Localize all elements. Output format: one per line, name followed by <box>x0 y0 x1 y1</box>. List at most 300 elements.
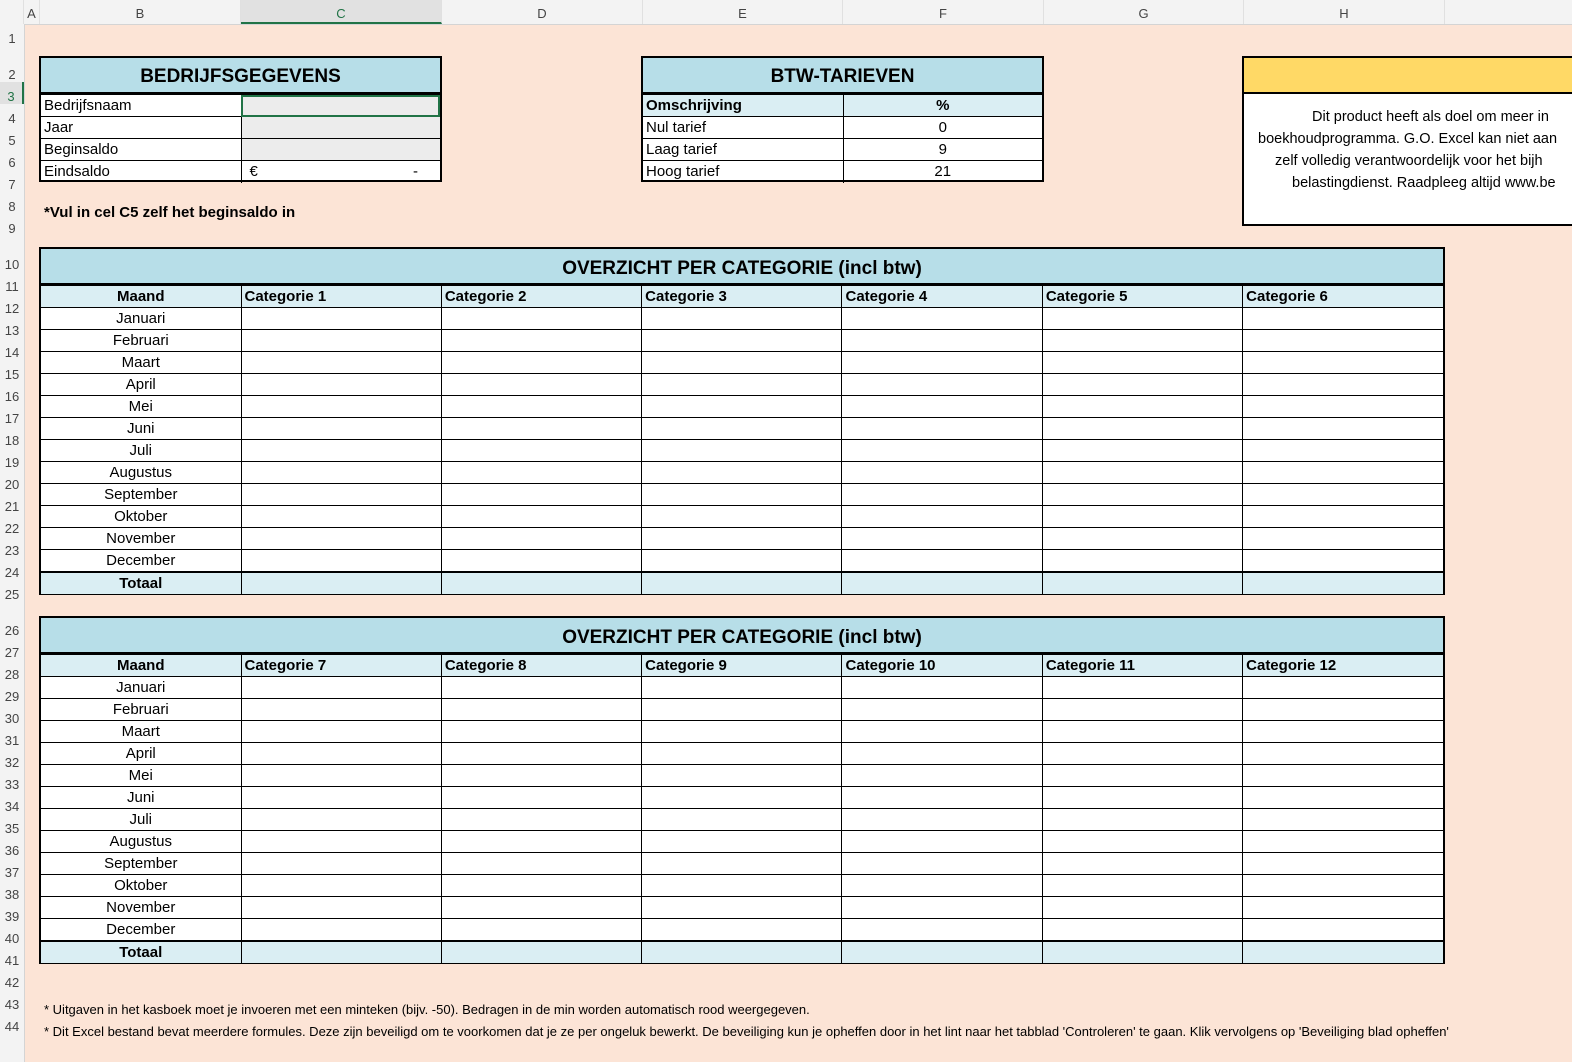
amount-cell[interactable] <box>642 721 842 743</box>
row-header[interactable]: 39 <box>4 909 20 924</box>
amount-cell[interactable] <box>1243 743 1443 765</box>
amount-cell[interactable] <box>1243 506 1443 528</box>
amount-cell[interactable] <box>441 418 641 440</box>
amount-cell[interactable] <box>1243 484 1443 506</box>
month-label: September <box>41 853 241 875</box>
month-column-header: Maand <box>41 286 241 308</box>
month-row <box>41 440 1443 462</box>
row-header[interactable]: 30 <box>4 711 20 726</box>
amount-cell[interactable] <box>642 396 842 418</box>
amount-cell[interactable] <box>842 418 1042 440</box>
month-label: Mei <box>41 765 241 787</box>
amount-cell[interactable] <box>642 897 842 919</box>
column-header-bar <box>0 0 1572 25</box>
month-label: Februari <box>41 699 241 721</box>
amount-cell[interactable] <box>441 699 641 721</box>
row-header[interactable]: 13 <box>4 323 20 338</box>
amount-cell[interactable] <box>842 809 1042 831</box>
column-header-overflow[interactable] <box>1445 0 1572 24</box>
amount-cell[interactable] <box>842 831 1042 853</box>
total-cell[interactable] <box>241 572 441 594</box>
month-row <box>41 919 1443 941</box>
amount-cell[interactable] <box>842 308 1042 330</box>
amount-cell[interactable] <box>842 330 1042 352</box>
row-header[interactable]: 44 <box>4 1019 20 1034</box>
column-header-h[interactable]: H <box>1244 0 1445 24</box>
amount-cell[interactable] <box>1243 550 1443 572</box>
amount-cell[interactable] <box>842 721 1042 743</box>
amount-cell[interactable] <box>1243 721 1443 743</box>
note-protection: * Dit Excel bestand bevat meerdere formules. Deze zijn beveiligd om te voorkomen dat je ze per ongeluk bewerkt. De beveiliging kun je opheffen door in het lint naar het tabblad 'Controleren' te gaan. Klik vervolgens op 'Beveiliging blad opheffen' <box>44 1024 1449 1039</box>
note-negative-amounts: * Uitgaven in het kasboek moet je invoeren met een minteken (bijv. -50). Bedragen in de min worden automatisch rood weergegeven. <box>44 1002 810 1017</box>
company-name-input[interactable] <box>241 95 440 117</box>
month-label: November <box>41 897 241 919</box>
amount-cell[interactable] <box>441 528 641 550</box>
amount-cell[interactable] <box>1243 875 1443 897</box>
amount-cell[interactable] <box>1042 743 1242 765</box>
amount-cell[interactable] <box>1243 352 1443 374</box>
row-header-bar <box>0 24 25 1062</box>
amount-cell[interactable] <box>642 330 842 352</box>
row-header[interactable]: 22 <box>4 521 20 536</box>
row-header[interactable]: 38 <box>4 887 20 902</box>
amount-cell[interactable] <box>241 721 441 743</box>
amount-cell[interactable] <box>1042 677 1242 699</box>
amount-cell[interactable] <box>842 462 1042 484</box>
amount-cell[interactable] <box>1042 699 1242 721</box>
month-row <box>41 743 1443 765</box>
amount-cell[interactable] <box>241 374 441 396</box>
amount-cell[interactable] <box>842 484 1042 506</box>
row-header[interactable]: 6 <box>8 155 16 170</box>
amount-cell[interactable] <box>642 528 842 550</box>
amount-cell[interactable] <box>1042 374 1242 396</box>
end-balance-cell[interactable] <box>241 161 440 183</box>
month-label: Juli <box>41 809 241 831</box>
month-row <box>41 699 1443 721</box>
row-header[interactable]: 21 <box>4 499 20 514</box>
amount-cell[interactable] <box>241 506 441 528</box>
row-header[interactable]: 42 <box>4 975 20 990</box>
amount-cell[interactable] <box>1243 462 1443 484</box>
total-cell[interactable] <box>642 941 842 963</box>
month-label: Augustus <box>41 462 241 484</box>
amount-cell[interactable] <box>441 787 641 809</box>
total-cell[interactable] <box>842 941 1042 963</box>
amount-cell[interactable] <box>642 506 842 528</box>
row-header[interactable]: 40 <box>4 931 20 946</box>
column-header-e[interactable]: E <box>643 0 843 24</box>
amount-cell[interactable] <box>642 352 842 374</box>
month-row <box>41 831 1443 853</box>
amount-cell[interactable] <box>441 550 641 572</box>
vat-rates-block <box>641 56 1044 182</box>
row-header[interactable]: 32 <box>4 755 20 770</box>
amount-cell[interactable] <box>842 677 1042 699</box>
amount-cell[interactable] <box>441 330 641 352</box>
month-row <box>41 418 1443 440</box>
amount-cell[interactable] <box>241 418 441 440</box>
amount-cell[interactable] <box>441 765 641 787</box>
vat-pct-header: % <box>843 95 1042 117</box>
overview-1-table <box>41 285 1443 594</box>
category-column-header: Categorie 5 <box>1042 286 1242 308</box>
month-row <box>41 897 1443 919</box>
column-header-f[interactable]: F <box>843 0 1044 24</box>
month-label: December <box>41 919 241 941</box>
amount-cell[interactable] <box>441 919 641 941</box>
amount-cell[interactable] <box>241 528 441 550</box>
disclaimer-line: Dit product heeft als doel om meer in <box>1312 109 1549 125</box>
amount-cell[interactable] <box>1042 853 1242 875</box>
month-row <box>41 875 1443 897</box>
total-cell[interactable] <box>1243 572 1443 594</box>
amount-cell[interactable] <box>642 831 842 853</box>
column-header-a[interactable]: A <box>24 0 40 24</box>
amount-cell[interactable] <box>642 853 842 875</box>
end-balance-value: - <box>413 163 418 180</box>
amount-cell[interactable] <box>1042 484 1242 506</box>
disclaimer-header <box>1244 58 1572 94</box>
amount-cell[interactable] <box>842 699 1042 721</box>
amount-cell[interactable] <box>1042 330 1242 352</box>
disclaimer-block <box>1242 56 1572 226</box>
amount-cell[interactable] <box>642 809 842 831</box>
amount-cell[interactable] <box>1243 528 1443 550</box>
amount-cell[interactable] <box>842 550 1042 572</box>
amount-cell[interactable] <box>241 743 441 765</box>
total-cell[interactable] <box>642 572 842 594</box>
amount-cell[interactable] <box>241 308 441 330</box>
row-header[interactable]: 14 <box>4 345 20 360</box>
month-row <box>41 352 1443 374</box>
amount-cell[interactable] <box>1243 418 1443 440</box>
category-column-header: Categorie 12 <box>1243 655 1443 677</box>
amount-cell[interactable] <box>441 440 641 462</box>
column-header-d[interactable]: D <box>442 0 643 24</box>
amount-cell[interactable] <box>642 787 842 809</box>
start-balance-label: Beginsaldo <box>41 139 241 161</box>
month-row <box>41 853 1443 875</box>
month-row <box>41 374 1443 396</box>
total-cell[interactable] <box>441 941 641 963</box>
month-label: Augustus <box>41 831 241 853</box>
amount-cell[interactable] <box>642 875 842 897</box>
total-cell[interactable] <box>1042 572 1242 594</box>
amount-cell[interactable] <box>1042 919 1242 941</box>
vat-rates-table <box>643 94 1042 183</box>
amount-cell[interactable] <box>241 462 441 484</box>
column-header-g[interactable]: G <box>1044 0 1244 24</box>
month-label: Maart <box>41 352 241 374</box>
total-cell[interactable] <box>1243 941 1443 963</box>
row-header[interactable]: 7 <box>8 177 16 192</box>
amount-cell[interactable] <box>842 897 1042 919</box>
month-label: Juni <box>41 418 241 440</box>
amount-cell[interactable] <box>842 853 1042 875</box>
vat-row-pct[interactable]: 9 <box>843 139 1042 161</box>
amount-cell[interactable] <box>842 787 1042 809</box>
amount-cell[interactable] <box>842 743 1042 765</box>
end-balance-currency: € <box>249 163 258 180</box>
column-header-b[interactable]: B <box>40 0 241 24</box>
row-header[interactable]: 18 <box>4 433 20 448</box>
amount-cell[interactable] <box>642 765 842 787</box>
category-column-header: Categorie 3 <box>642 286 842 308</box>
row-header[interactable]: 25 <box>4 587 20 602</box>
row-header[interactable]: 16 <box>4 389 20 404</box>
row-header[interactable]: 28 <box>4 667 20 682</box>
row-header[interactable]: 43 <box>4 997 20 1012</box>
category-column-header: Categorie 6 <box>1243 286 1443 308</box>
month-label: Januari <box>41 677 241 699</box>
company-info-table <box>41 94 440 183</box>
row-header[interactable]: 23 <box>4 543 20 558</box>
amount-cell[interactable] <box>1243 897 1443 919</box>
amount-cell[interactable] <box>642 374 842 396</box>
category-column-header: Categorie 1 <box>241 286 441 308</box>
amount-cell[interactable] <box>642 308 842 330</box>
year-input[interactable] <box>241 117 440 139</box>
amount-cell[interactable] <box>842 396 1042 418</box>
amount-cell[interactable] <box>1243 440 1443 462</box>
month-row <box>41 506 1443 528</box>
category-column-header: Categorie 11 <box>1042 655 1242 677</box>
month-row <box>41 462 1443 484</box>
amount-cell[interactable] <box>842 765 1042 787</box>
row-header[interactable]: 35 <box>4 821 20 836</box>
row-header[interactable]: 36 <box>4 843 20 858</box>
row-header[interactable]: 11 <box>5 279 19 294</box>
amount-cell[interactable] <box>241 677 441 699</box>
amount-cell[interactable] <box>1243 330 1443 352</box>
amount-cell[interactable] <box>1042 352 1242 374</box>
amount-cell[interactable] <box>1042 721 1242 743</box>
amount-cell[interactable] <box>441 721 641 743</box>
vat-row-desc: Hoog tarief <box>643 161 843 183</box>
total-label: Totaal <box>41 572 241 594</box>
amount-cell[interactable] <box>241 875 441 897</box>
month-label: Juni <box>41 787 241 809</box>
amount-cell[interactable] <box>1042 897 1242 919</box>
disclaimer-text <box>1258 106 1572 194</box>
amount-cell[interactable] <box>842 919 1042 941</box>
amount-cell[interactable] <box>1243 831 1443 853</box>
amount-cell[interactable] <box>241 787 441 809</box>
amount-cell[interactable] <box>1042 308 1242 330</box>
company-info-title: BEDRIJFSGEGEVENS <box>41 58 440 94</box>
amount-cell[interactable] <box>441 374 641 396</box>
row-header[interactable]: 20 <box>4 477 20 492</box>
row-header[interactable]: 31 <box>4 733 20 748</box>
amount-cell[interactable] <box>1243 699 1443 721</box>
amount-cell[interactable] <box>1243 396 1443 418</box>
amount-cell[interactable] <box>1243 308 1443 330</box>
amount-cell[interactable] <box>241 484 441 506</box>
row-header[interactable]: 2 <box>8 67 16 82</box>
category-overview-2 <box>39 616 1445 964</box>
month-label: Mei <box>41 396 241 418</box>
amount-cell[interactable] <box>642 699 842 721</box>
row-header[interactable]: 41 <box>4 953 20 968</box>
amount-cell[interactable] <box>241 396 441 418</box>
amount-cell[interactable] <box>441 875 641 897</box>
amount-cell[interactable] <box>441 396 641 418</box>
amount-cell[interactable] <box>441 809 641 831</box>
amount-cell[interactable] <box>1243 677 1443 699</box>
amount-cell[interactable] <box>1243 787 1443 809</box>
amount-cell[interactable] <box>642 550 842 572</box>
row-header[interactable]: 10 <box>4 257 20 272</box>
amount-cell[interactable] <box>441 677 641 699</box>
amount-cell[interactable] <box>1243 374 1443 396</box>
disclaimer-line: zelf volledig verantwoordelijk voor het bijh <box>1275 153 1543 169</box>
end-balance-label: Eindsaldo <box>41 161 241 183</box>
vat-row-pct[interactable]: 0 <box>843 117 1042 139</box>
amount-cell[interactable] <box>1042 462 1242 484</box>
amount-cell[interactable] <box>1042 831 1242 853</box>
month-row <box>41 396 1443 418</box>
amount-cell[interactable] <box>642 919 842 941</box>
amount-cell[interactable] <box>1243 919 1443 941</box>
row-header[interactable]: 29 <box>4 689 20 704</box>
amount-cell[interactable] <box>1042 765 1242 787</box>
category-column-header: Categorie 9 <box>642 655 842 677</box>
amount-cell[interactable] <box>1042 875 1242 897</box>
vat-row-desc: Nul tarief <box>643 117 843 139</box>
month-row <box>41 308 1443 330</box>
amount-cell[interactable] <box>241 831 441 853</box>
month-label: December <box>41 550 241 572</box>
amount-cell[interactable] <box>642 462 842 484</box>
amount-cell[interactable] <box>642 677 842 699</box>
amount-cell[interactable] <box>441 462 641 484</box>
month-row <box>41 677 1443 699</box>
amount-cell[interactable] <box>1042 787 1242 809</box>
month-label: November <box>41 528 241 550</box>
amount-cell[interactable] <box>1042 418 1242 440</box>
amount-cell[interactable] <box>1042 809 1242 831</box>
month-label: April <box>41 743 241 765</box>
row-header[interactable]: 24 <box>4 565 20 580</box>
month-label: Maart <box>41 721 241 743</box>
month-column-header: Maand <box>41 655 241 677</box>
row-header[interactable]: 8 <box>8 199 16 214</box>
amount-cell[interactable] <box>241 550 441 572</box>
total-cell[interactable] <box>842 572 1042 594</box>
amount-cell[interactable] <box>842 506 1042 528</box>
amount-cell[interactable] <box>441 831 641 853</box>
amount-cell[interactable] <box>241 853 441 875</box>
row-header[interactable]: 9 <box>8 221 16 236</box>
amount-cell[interactable] <box>642 440 842 462</box>
month-label: Juli <box>41 440 241 462</box>
amount-cell[interactable] <box>1042 440 1242 462</box>
amount-cell[interactable] <box>441 484 641 506</box>
row-header[interactable]: 27 <box>4 645 20 660</box>
amount-cell[interactable] <box>241 330 441 352</box>
amount-cell[interactable] <box>1243 765 1443 787</box>
row-header[interactable]: 17 <box>4 411 20 426</box>
amount-cell[interactable] <box>441 308 641 330</box>
category-column-header: Categorie 10 <box>842 655 1042 677</box>
amount-cell[interactable] <box>842 875 1042 897</box>
amount-cell[interactable] <box>241 809 441 831</box>
overview-2-title: OVERZICHT PER CATEGORIE (incl btw) <box>41 618 1443 654</box>
total-row <box>41 572 1443 594</box>
amount-cell[interactable] <box>441 743 641 765</box>
company-name-label: Bedrijfsnaam <box>41 95 241 117</box>
total-cell[interactable] <box>1042 941 1242 963</box>
month-row <box>41 528 1443 550</box>
month-label: Oktober <box>41 506 241 528</box>
amount-cell[interactable] <box>241 919 441 941</box>
amount-cell[interactable] <box>441 853 641 875</box>
row-header[interactable]: 12 <box>4 301 20 316</box>
total-cell[interactable] <box>241 941 441 963</box>
amount-cell[interactable] <box>842 440 1042 462</box>
start-balance-input[interactable] <box>241 139 440 161</box>
amount-cell[interactable] <box>1042 528 1242 550</box>
amount-cell[interactable] <box>241 699 441 721</box>
amount-cell[interactable] <box>1243 809 1443 831</box>
row-header[interactable]: 34 <box>4 799 20 814</box>
disclaimer-line: belastingdienst. Raadpleeg altijd www.be <box>1292 175 1556 191</box>
amount-cell[interactable] <box>1243 853 1443 875</box>
amount-cell[interactable] <box>241 765 441 787</box>
amount-cell[interactable] <box>241 352 441 374</box>
amount-cell[interactable] <box>241 440 441 462</box>
amount-cell[interactable] <box>642 484 842 506</box>
column-header-c[interactable]: C <box>241 0 442 24</box>
disclaimer-line: boekhoudprogramma. G.O. Excel kan niet aan <box>1258 131 1558 147</box>
row-header[interactable]: 3 <box>0 82 24 104</box>
month-label: Februari <box>41 330 241 352</box>
vat-row-pct[interactable]: 21 <box>843 161 1042 183</box>
overview-2-table <box>41 654 1443 963</box>
total-row <box>41 941 1443 963</box>
row-header[interactable]: 1 <box>8 31 16 46</box>
amount-cell[interactable] <box>241 897 441 919</box>
row-header[interactable]: 26 <box>4 623 20 638</box>
amount-cell[interactable] <box>842 374 1042 396</box>
row-header[interactable]: 37 <box>4 865 20 880</box>
select-all-corner[interactable] <box>0 0 24 24</box>
month-row <box>41 484 1443 506</box>
total-label: Totaal <box>41 941 241 963</box>
amount-cell[interactable] <box>642 418 842 440</box>
amount-cell[interactable] <box>1042 506 1242 528</box>
amount-cell[interactable] <box>441 352 641 374</box>
amount-cell[interactable] <box>642 743 842 765</box>
month-row <box>41 809 1443 831</box>
category-column-header: Categorie 2 <box>441 286 641 308</box>
row-header[interactable]: 15 <box>4 367 20 382</box>
amount-cell[interactable] <box>842 528 1042 550</box>
amount-cell[interactable] <box>1042 550 1242 572</box>
row-header[interactable]: 33 <box>4 777 20 792</box>
amount-cell[interactable] <box>441 897 641 919</box>
row-header[interactable]: 19 <box>4 455 20 470</box>
category-column-header: Categorie 4 <box>842 286 1042 308</box>
total-cell[interactable] <box>441 572 641 594</box>
amount-cell[interactable] <box>441 506 641 528</box>
row-header[interactable]: 5 <box>8 133 16 148</box>
amount-cell[interactable] <box>1042 396 1242 418</box>
amount-cell[interactable] <box>842 352 1042 374</box>
row-header[interactable]: 4 <box>8 111 16 126</box>
vat-rates-title: BTW-TARIEVEN <box>643 58 1042 94</box>
